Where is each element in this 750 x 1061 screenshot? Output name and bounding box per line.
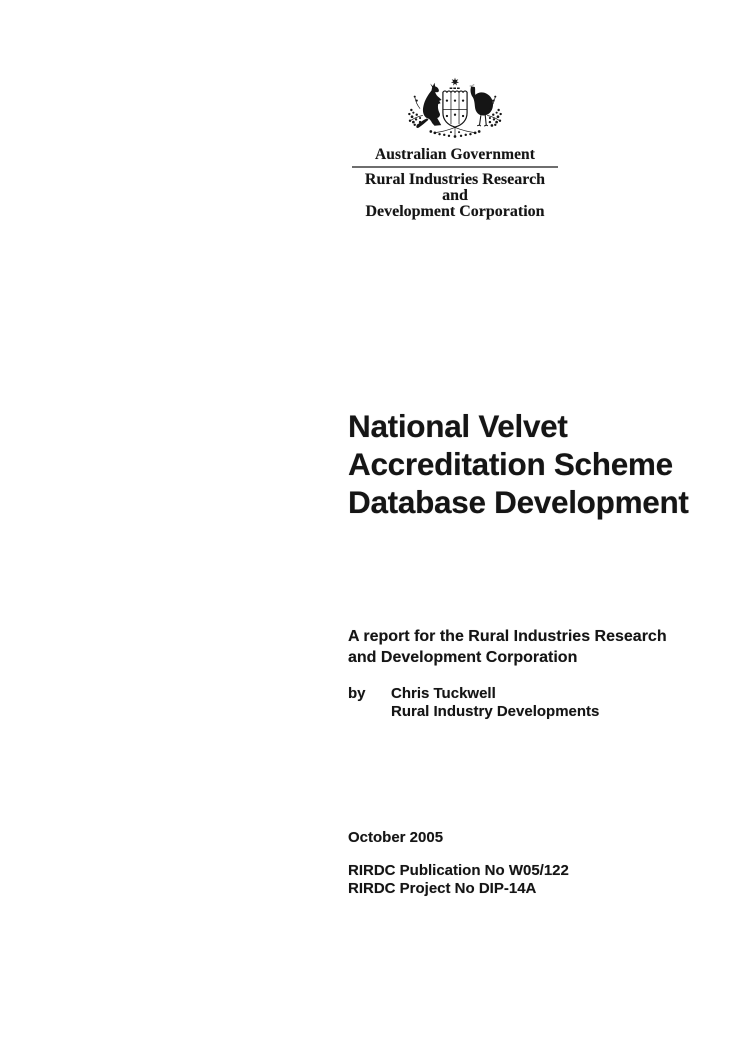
author-name: Chris Tuckwell (391, 685, 496, 702)
australian-coat-of-arms-icon (408, 76, 502, 144)
agency-name (352, 172, 558, 220)
report-title (348, 407, 689, 521)
project-number: RIRDC Project No DIP-14A (348, 879, 537, 897)
byline-label: by (348, 685, 366, 702)
author-organisation: Rural Industry Developments (391, 702, 600, 720)
publication-date: October 2005 (348, 829, 444, 846)
publisher-header (352, 76, 558, 220)
report-title-line3: Database Development (348, 484, 689, 520)
report-subtitle-line1: A report for the Rural Industries Research (348, 628, 667, 645)
byline (348, 685, 599, 720)
government-label: Australian Government (374, 146, 536, 163)
agency-name-line2: Development Corporation (365, 203, 545, 220)
report-subtitle (348, 626, 667, 668)
report-title-line1: National Velvet (348, 408, 568, 444)
publication-identifiers (348, 862, 569, 897)
report-title-line2: Accreditation Scheme (348, 446, 673, 482)
publication-number: RIRDC Publication No W05/122 (348, 862, 569, 879)
byline-details (391, 685, 599, 720)
report-subtitle-line2: and Development Corporation (348, 649, 578, 666)
agency-name-line1: Rural Industries Research and (364, 171, 546, 204)
header-divider (352, 166, 558, 168)
